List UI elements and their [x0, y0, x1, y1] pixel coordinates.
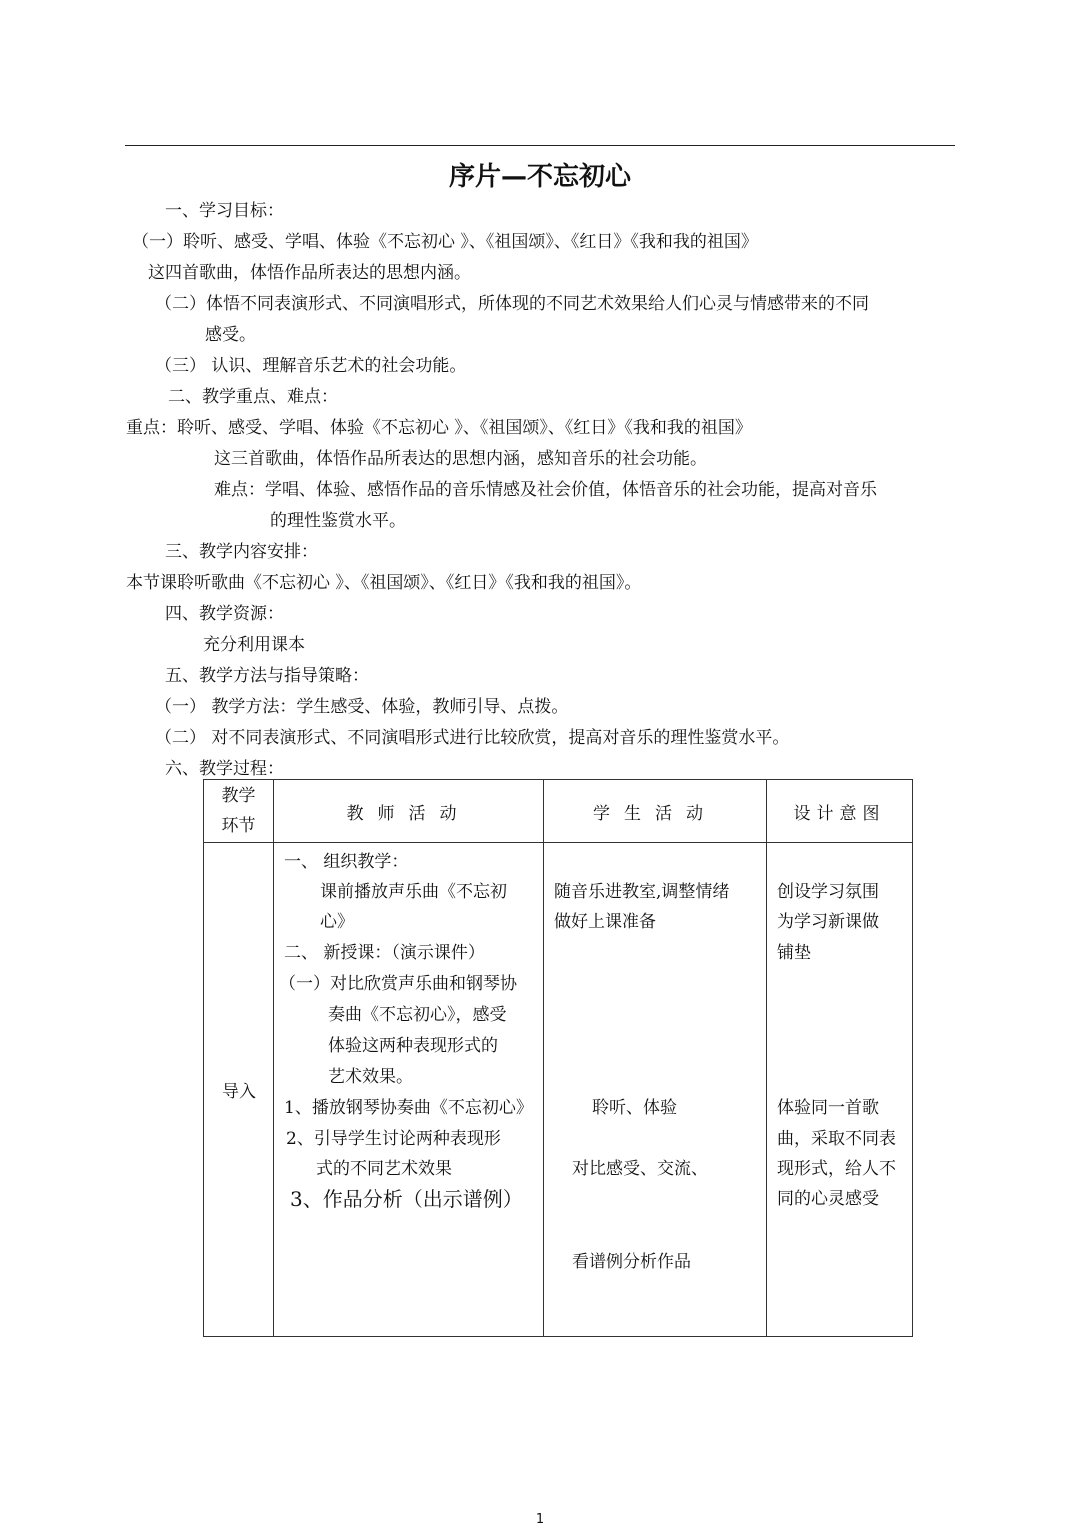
- design-intent-cell: [767, 843, 913, 1337]
- header-design: [767, 780, 913, 843]
- difficulty-line1: 难点：学唱、体验、感悟作品的音乐情感及社会价值，体悟音乐的社会功能，提高对音乐: [214, 480, 877, 500]
- student-activity-cell: [544, 843, 767, 1337]
- section-heading-resources: 四、教学资源：: [165, 604, 284, 624]
- student-line: 随音乐进教室,调整情绪: [554, 882, 730, 902]
- difficulty-line2: 的理性鉴赏水平。: [270, 511, 406, 531]
- objective-3: （三） 认识、理解音乐艺术的社会功能。: [155, 356, 467, 376]
- stage-label: 导入: [222, 1082, 256, 1102]
- design-line: 铺垫: [777, 943, 811, 963]
- teacher-line: 课前播放声乐曲《不忘初: [320, 882, 507, 902]
- objective-1-line1: （一）聆听、感受、学唱、体验《不忘初心 》、《祖国颂》、《红日》《我和我的祖国》: [132, 232, 758, 252]
- teacher-line: 艺术效果。: [328, 1067, 413, 1087]
- section-heading-content: 三、教学内容安排：: [165, 542, 318, 562]
- methods-line2: （二） 对不同表演形式、不同演唱形式进行比较欣赏，提高对音乐的理性鉴赏水平。: [155, 728, 790, 748]
- objective-2-line2: 感受。: [205, 325, 256, 345]
- section-heading-objectives: 一、学习目标：: [165, 201, 284, 221]
- teaching-process-table: [203, 779, 913, 1337]
- page-number: 1: [535, 1512, 545, 1527]
- design-line: 曲，采取不同表: [777, 1129, 896, 1149]
- objective-1-line2: 这四首歌曲，体悟作品所表达的思想内涵。: [148, 263, 471, 283]
- section-heading-process: 六、教学过程：: [165, 759, 284, 779]
- content-line: 本节课聆听歌曲《不忘初心 》、《祖国颂》、《红日》《我和我的祖国》。: [126, 573, 642, 593]
- teacher-activity-cell: [274, 843, 544, 1337]
- design-line: 为学习新课做: [777, 912, 879, 932]
- teacher-line: 1、播放钢琴协奏曲《不忘初心》: [284, 1098, 533, 1118]
- header-stage: [204, 780, 274, 843]
- teacher-line: 心》: [320, 912, 354, 932]
- header-stage-line1: 教学: [221, 786, 256, 806]
- section-heading-focus: 二、教学重点、难点：: [168, 387, 338, 407]
- stage-cell: [204, 843, 274, 1337]
- header-teacher: [274, 780, 544, 843]
- design-line: 同的心灵感受: [777, 1189, 879, 1209]
- header-stage-line2: 环节: [221, 816, 256, 836]
- header-rule: [125, 145, 955, 146]
- table-row: [204, 843, 913, 1337]
- table-header-row: [204, 780, 913, 843]
- design-line: 现形式，给人不: [777, 1159, 896, 1179]
- objective-2-line1: （二）体悟不同表演形式、不同演唱形式，所体现的不同艺术效果给人们心灵与情感带来的不同: [155, 294, 869, 314]
- section-heading-methods: 五、教学方法与指导策略：: [165, 666, 369, 686]
- teacher-line: （一）对比欣赏声乐曲和钢琴协: [279, 974, 517, 994]
- header-student-label: 学生活动: [593, 803, 717, 824]
- student-line: 对比感受、交流、: [572, 1159, 708, 1179]
- teacher-line: 式的不同艺术效果: [316, 1159, 452, 1179]
- teacher-line: 体验这两种表现形式的: [328, 1036, 498, 1056]
- teacher-line: 一、 组织教学：: [284, 852, 409, 872]
- student-line: 聆听、体验: [592, 1098, 677, 1118]
- design-line: 体验同一首歌: [777, 1098, 879, 1118]
- methods-line1: （一） 教学方法：学生感受、体验，教师引导、点拨。: [155, 697, 569, 717]
- teacher-line: 2、引导学生讨论两种表现形: [286, 1129, 501, 1149]
- resources-line: 充分利用课本: [203, 635, 305, 655]
- design-line: 创设学习氛围: [777, 882, 879, 902]
- focus-line1: 重点：聆听、感受、学唱、体验《不忘初心 》、《祖国颂》、《红日》《我和我的祖国》: [126, 418, 752, 438]
- teacher-line: 3、作品分析（出示谱例）: [290, 1187, 523, 1211]
- teacher-line: 二、 新授课：（演示课件）: [284, 943, 485, 963]
- document-title: 序片—不忘初心: [448, 162, 631, 192]
- header-design-label: 设计意图: [793, 803, 886, 824]
- student-line: 做好上课准备: [554, 912, 656, 932]
- header-student: [544, 780, 767, 843]
- student-line: 看谱例分析作品: [572, 1252, 691, 1272]
- focus-line2: 这三首歌曲，体悟作品所表达的思想内涵，感知音乐的社会功能。: [214, 449, 707, 469]
- header-teacher-label: 教师活动: [346, 803, 471, 824]
- teacher-line: 奏曲《不忘初心》，感受: [328, 1005, 507, 1025]
